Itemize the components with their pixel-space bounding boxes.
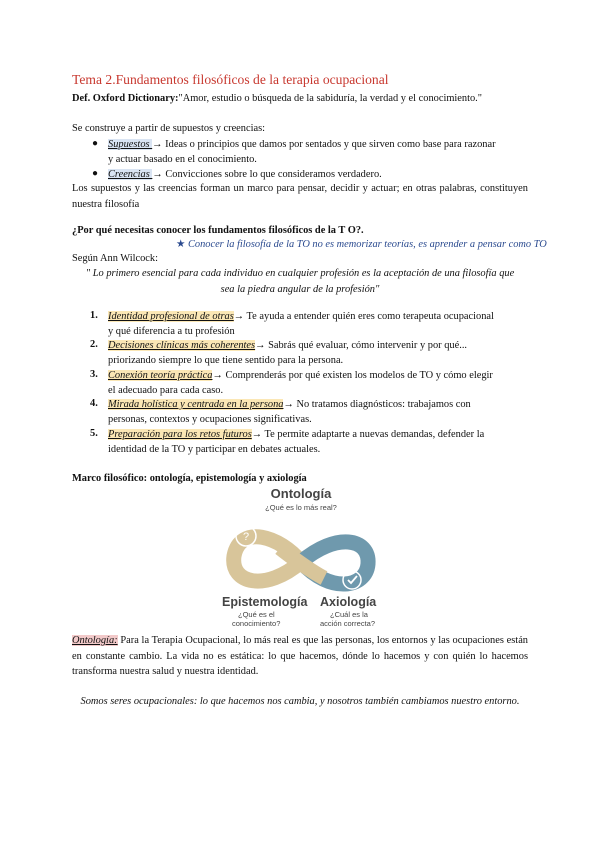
page-title: Tema 2.Fundamentos filosóficos de la terapia ocupacional [72,72,389,87]
reason-text: Sabrás qué evaluar, cómo intervenir y por qué... [265,340,468,351]
summary-paragraph: Los supuestos y las creencias forman un marco para pensar, decidir y actuar; en otras palabras, constituyen nuestra filosofía [72,183,528,210]
reason-item [108,339,467,352]
bullet-item [108,168,382,181]
closing-quote: Somos seres ocupacionales: lo que hacemos nos cambia, y nosotros también cambiamos nuestro entorno. [80,696,520,707]
reason-text: No tratamos diagnósticos: trabajamos con [293,399,471,410]
ontology-title: Ontología [270,486,332,501]
reason-cont: y qué diferencia a tu profesión [108,326,235,337]
bullet-dot: ● [92,138,99,149]
reason-item [108,369,493,382]
arrow-icon: → [152,139,163,150]
arrow-icon: → [233,311,245,322]
reason-cont: identidad de la TO y participar en debates actuales. [108,444,321,455]
list-number: 3. [90,369,98,380]
definition-label: Def. Oxford Dictionary: [72,93,179,104]
star-note [176,238,547,251]
bullet-cont: y actuar basado en el conocimiento. [108,154,257,165]
star-icon: ★ [176,239,186,250]
bullet-text: Ideas o principios que damos por sentados y que sirven como base para razonar [162,139,496,150]
list-number: 1. [90,310,98,321]
reason-cont: priorizando siempre lo que tiene sentido para la persona. [108,355,344,366]
reason-item [108,310,494,323]
axiology-q2: acción correcta? [320,619,376,628]
definition-text: "Amor, estudio o búsqueda de la sabiduría, la verdad y el conocimiento." [178,93,483,104]
epistemology-q1: ¿Qué es el [238,610,275,619]
reason-item [108,398,471,411]
epistemology-q2: conocimiento? [232,619,281,628]
section-question: ¿Por qué necesitas conocer los fundamentos filosóficos de la T O?. [72,225,364,236]
reason-text: Te permite adaptarte a nuevas demandas, defender la [262,429,485,440]
reason-cont: el adecuado para cada caso. [108,385,224,396]
axiology-title: Axiología [320,595,377,609]
bullet-item [108,138,496,151]
star-note-text: Conocer la filosofía de la TO no es memorizar teorías, es aprender a pensar como TO [187,239,547,250]
arrow-icon: → [283,399,294,410]
ontology-term: Ontología: [72,635,118,646]
bullet-term: Creencias [108,169,153,180]
framework-heading: Marco filosófico: ontología, epistemología y axiología [72,473,307,484]
wilcock-intro: Según Ann Wilcock: [72,253,158,264]
list-number: 5. [90,428,98,439]
arrow-icon: → [152,169,163,180]
wilcock-quote: " Lo primero esencial para cada individuo en cualquier profesión es la aceptación de una filosofía que sea la piedra angular de la profesión" [85,268,515,295]
bullet-term: Supuestos [108,139,153,150]
axiology-q1: ¿Cuál es la [330,610,368,619]
ontology-paragraph [72,633,528,680]
list-number: 2. [90,339,98,350]
definition-line [72,92,482,105]
arrow-icon: → [251,429,263,440]
ontology-question: ¿Qué es lo más real? [265,503,337,512]
reason-term: Identidad profesional de otras [108,311,234,322]
bullet-dot: ● [92,168,99,179]
question-icon-glyph: ? [242,531,250,543]
bullet-text: Convicciones sobre lo que consideramos verdadero. [162,169,382,180]
list-number: 4. [90,398,98,409]
arrow-icon: → [212,370,223,381]
reason-term: Conexión teoría práctica [108,370,213,381]
ontology-text: Para la Terapia Ocupacional, lo más real es que las personas, los entornos y las ocupaciones están en constante cambio. La vida no es estática: lo que hacemos, dónde lo hacemos y con quién lo hacemos transforma nuestra salud y nuestra identidad. [72,635,528,678]
arrow-icon: → [255,340,266,351]
reason-term: Decisiones clínicas más coherentes [108,340,256,351]
epistemology-title: Epistemología [222,595,308,609]
reason-item [108,428,484,441]
reason-text: Te ayuda a entender quién eres como terapeuta ocupacional [244,311,494,322]
reason-text: Comprenderás por qué existen los modelos de TO y cómo elegir [222,370,493,381]
reason-cont: personas, contextos y ocupaciones significativas. [108,414,312,425]
reason-term: Preparación para los retos futuros [108,429,252,440]
reason-term: Mirada holística y centrada en la persona [108,399,284,410]
intro-text: Se construye a partir de supuestos y creencias: [72,123,266,134]
